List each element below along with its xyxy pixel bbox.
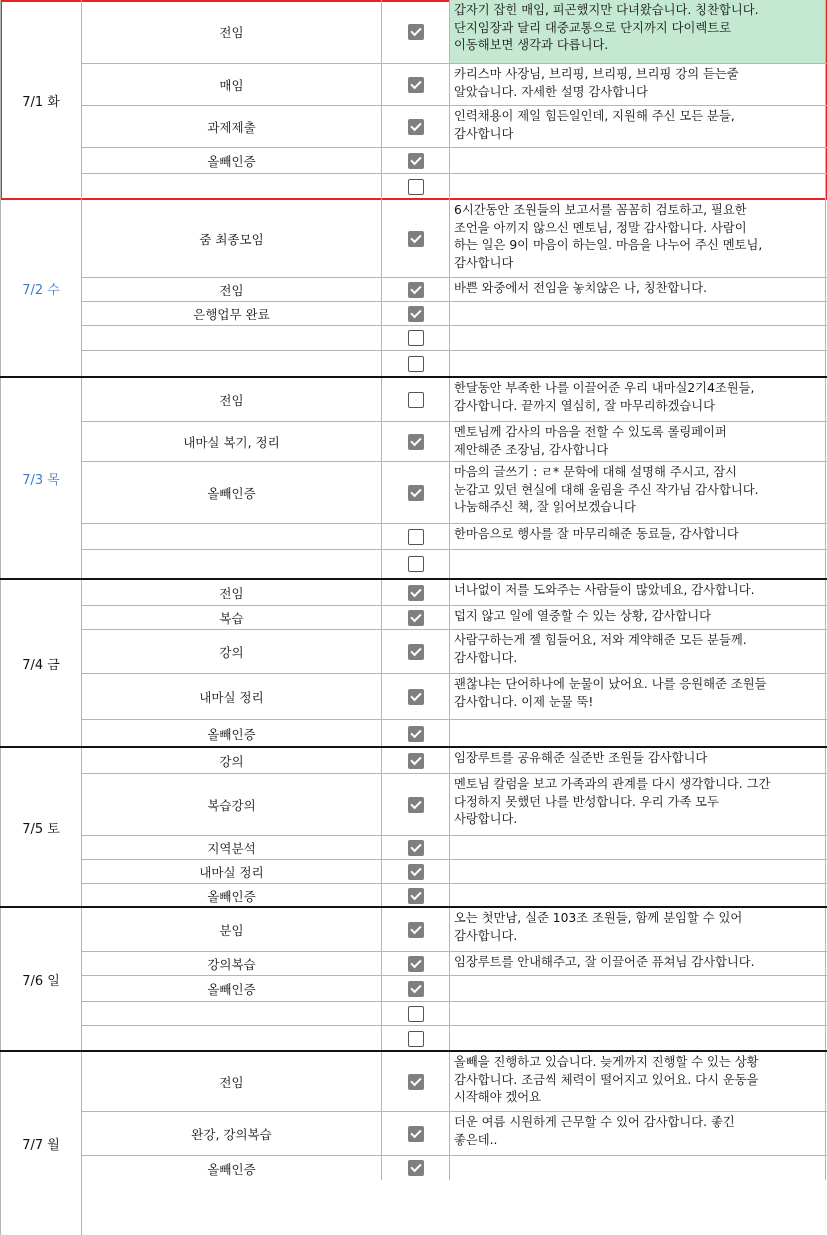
- gratitude-note[interactable]: 더운 여름 시원하게 근무할 수 있어 감사합니다. 좋긴 좋은데..: [450, 1112, 826, 1155]
- gratitude-note[interactable]: 마음의 글쓰기 : ㄹ* 문학에 대해 설명해 주시고, 잠시 눈감고 있던 현실에 대해 울림을 주신 작가님 감사합니다. 나눔해주신 책, 잘 읽어보겠습니다: [450, 462, 826, 523]
- checkbox-cell: [382, 674, 450, 719]
- checkbox-empty-icon[interactable]: [408, 179, 424, 195]
- checkbox-empty-icon[interactable]: [408, 1031, 424, 1047]
- gratitude-note[interactable]: 바쁜 와중에서 전임을 놓치않은 나, 칭찬합니다.: [450, 278, 826, 301]
- checkbox-checked-icon[interactable]: [408, 922, 424, 938]
- table-row: [82, 606, 827, 630]
- table-row: [82, 952, 827, 976]
- task-label: [82, 550, 382, 578]
- date-cell: 7/4 금: [0, 580, 82, 746]
- gratitude-note[interactable]: [450, 550, 826, 578]
- day-rows: [82, 908, 827, 1050]
- day-block-0703: [0, 376, 827, 578]
- table-row: [82, 1002, 827, 1026]
- task-label: 올빼인증: [82, 720, 382, 748]
- checkbox-cell: [382, 748, 450, 773]
- table-row: [82, 1156, 827, 1180]
- checkbox-empty-icon[interactable]: [408, 356, 424, 372]
- checkbox-cell: [382, 106, 450, 147]
- checkbox-cell: [382, 174, 450, 200]
- checkbox-cell: [382, 64, 450, 105]
- gratitude-note[interactable]: 6시간동안 조원들의 보고서를 꼼꼼히 검토하고, 필요한 조언을 아끼지 않으신 멘토님, 정말 감사합니다. 사람이 하는 일은 9이 마음이 하는일. 마음을 나누어 주신 멘토님, 감사합니다: [450, 200, 826, 277]
- gratitude-note[interactable]: [450, 326, 826, 350]
- gratitude-note[interactable]: 한달동안 부족한 나를 이끌어준 우리 내마실2기4조원들, 감사합니다. 끝까지 열심히, 잘 마무리하겠습니다: [450, 378, 826, 421]
- checkbox-checked-icon[interactable]: [408, 24, 424, 40]
- table-row: [82, 630, 827, 674]
- checkbox-empty-icon[interactable]: [408, 330, 424, 346]
- task-label: 은행업무 완료: [82, 302, 382, 325]
- gratitude-note[interactable]: 멘토님 칼럼을 보고 가족과의 관계를 다시 생각합니다. 그간 다정하지 못했던 나를 반성합니다. 우리 가족 모두 사랑합니다.: [450, 774, 826, 835]
- gratitude-note[interactable]: [450, 351, 826, 376]
- gratitude-note[interactable]: 멘토님께 감사의 마음을 전할 수 있도록 롤링페이퍼 제안해준 조장님, 감사합니다: [450, 422, 826, 461]
- task-label: 복습: [82, 606, 382, 629]
- gratitude-note[interactable]: [450, 174, 826, 200]
- day-rows: [82, 0, 827, 200]
- task-label: 전임: [82, 278, 382, 301]
- task-label: [82, 1002, 382, 1025]
- checkbox-checked-icon[interactable]: [408, 753, 424, 769]
- checkbox-checked-icon[interactable]: [408, 153, 424, 169]
- checkbox-cell: [382, 351, 450, 376]
- table-row: [82, 674, 827, 720]
- checkbox-cell: [382, 908, 450, 951]
- day-rows: [82, 1052, 827, 1177]
- checkbox-cell: [382, 200, 450, 277]
- gratitude-note[interactable]: [450, 976, 826, 1001]
- task-label: 매임: [82, 64, 382, 105]
- checkbox-checked-icon[interactable]: [408, 644, 424, 660]
- checkbox-checked-icon[interactable]: [408, 840, 424, 856]
- checkbox-checked-icon[interactable]: [408, 864, 424, 880]
- table-row: [82, 1112, 827, 1156]
- day-block-0705: [0, 746, 827, 906]
- checkbox-cell: [382, 1002, 450, 1025]
- checkbox-cell: [382, 836, 450, 859]
- gratitude-note[interactable]: [450, 1002, 826, 1025]
- checkbox-checked-icon[interactable]: [408, 1160, 424, 1176]
- day-rows: [82, 748, 827, 906]
- task-label: 내마실 복기, 정리: [82, 422, 382, 461]
- checkbox-checked-icon[interactable]: [408, 689, 424, 705]
- checkbox-empty-icon[interactable]: [408, 1006, 424, 1022]
- checkbox-cell: [382, 378, 450, 421]
- checkbox-cell: [382, 720, 450, 748]
- gratitude-note[interactable]: [450, 302, 826, 325]
- checkbox-checked-icon[interactable]: [408, 119, 424, 135]
- task-label: 복습강의: [82, 774, 382, 835]
- table-row: [82, 1052, 827, 1112]
- table-row: [82, 351, 827, 376]
- task-label: 내마실 정리: [82, 674, 382, 719]
- gratitude-note[interactable]: 올빼을 진행하고 있습니다. 늦게까지 진행할 수 있는 상황 감사합니다. 조금씩 체력이 떨어지고 있어요. 다시 운동을 시작해야 겠어요: [450, 1052, 826, 1111]
- checkbox-cell: [382, 580, 450, 605]
- checkbox-checked-icon[interactable]: [408, 726, 424, 742]
- checkbox-checked-icon[interactable]: [408, 231, 424, 247]
- gratitude-note[interactable]: [450, 1156, 826, 1180]
- task-label: 지역분석: [82, 836, 382, 859]
- table-row: [82, 148, 827, 174]
- table-row: [82, 524, 827, 550]
- gratitude-note[interactable]: 오는 첫만남, 실준 103조 조원들, 함께 분임할 수 있어 감사합니다.: [450, 908, 826, 951]
- date-cell: 7/1 화: [0, 0, 82, 200]
- task-label: 완강, 강의복습: [82, 1112, 382, 1155]
- task-label: 전임: [82, 1052, 382, 1111]
- gratitude-note[interactable]: 임장루트를 공유해준 실준반 조원들 감사합니다: [450, 748, 826, 773]
- checkbox-checked-icon[interactable]: [408, 306, 424, 322]
- table-row: [82, 378, 827, 422]
- checkbox-checked-icon[interactable]: [408, 77, 424, 93]
- gratitude-note[interactable]: [450, 860, 826, 883]
- checkbox-empty-icon[interactable]: [408, 392, 424, 408]
- gratitude-note[interactable]: 덥지 않고 일에 열중할 수 있는 상황, 감사합니다: [450, 606, 826, 629]
- date-cell: 7/6 일: [0, 908, 82, 1050]
- table-row: [82, 422, 827, 462]
- checkbox-checked-icon[interactable]: [408, 610, 424, 626]
- day-block-0707: [0, 1050, 827, 1177]
- table-row: [82, 174, 827, 200]
- date-cell: 7/3 목: [0, 378, 82, 578]
- checkbox-checked-icon[interactable]: [408, 888, 424, 904]
- checkbox-cell: [382, 148, 450, 173]
- table-row: [82, 326, 827, 351]
- gratitude-note[interactable]: 사람구하는게 젤 힘들어요, 저와 계약해준 모든 분들께. 감사합니다.: [450, 630, 826, 673]
- gratitude-note[interactable]: 갑자기 잡힌 매임, 피곤했지만 다녀왔습니다. 칭찬합니다. 단지임장과 달리 대중교통으로 단지까지 다이렉트로 이동해보면 생각과 다릅니다.: [450, 0, 826, 63]
- checkbox-cell: [382, 1112, 450, 1155]
- checkbox-checked-icon[interactable]: [408, 434, 424, 450]
- table-row: [82, 278, 827, 302]
- table-row: [82, 720, 827, 748]
- checkbox-cell: [382, 976, 450, 1001]
- task-label: 분임: [82, 908, 382, 951]
- task-label: 강의복습: [82, 952, 382, 975]
- date-cell: 7/2 수: [0, 200, 82, 376]
- checkbox-cell: [382, 630, 450, 673]
- task-label: [82, 326, 382, 350]
- checkbox-cell: [382, 1026, 450, 1052]
- day-block-0701: [0, 0, 827, 200]
- checkbox-cell: [382, 302, 450, 325]
- table-row: [82, 106, 827, 148]
- gratitude-note[interactable]: 너나없이 저를 도와주는 사람들이 많았네요, 감사합니다.: [450, 580, 826, 605]
- checkbox-cell: [382, 774, 450, 835]
- checkbox-cell: [382, 606, 450, 629]
- gratitude-note[interactable]: 인력채용이 제일 힘든일인데, 지원해 주신 모든 분들, 감사합니다: [450, 106, 826, 147]
- gratitude-note[interactable]: [450, 836, 826, 859]
- gratitude-note[interactable]: 한마음으로 행사를 잘 마무리해준 동료들, 감사합니다: [450, 524, 826, 549]
- checkbox-cell: [382, 278, 450, 301]
- task-label: 줌 최종모임: [82, 200, 382, 277]
- table-row: [82, 64, 827, 106]
- checkbox-cell: [382, 550, 450, 578]
- checkbox-cell: [382, 0, 450, 63]
- checkbox-cell: [382, 462, 450, 523]
- table-row: [82, 200, 827, 278]
- task-label: 강의: [82, 630, 382, 673]
- gratitude-note[interactable]: 괜찮냐는 단어하나에 눈물이 났어요. 나를 응원해준 조원들 감사합니다. 이제 눈물 뚝!: [450, 674, 826, 719]
- date-cell: 7/7 월: [0, 1052, 82, 1235]
- task-label: 올빼인증: [82, 884, 382, 908]
- task-label: 올빼인증: [82, 1156, 382, 1180]
- task-label: 전임: [82, 378, 382, 421]
- checkbox-checked-icon[interactable]: [408, 585, 424, 601]
- day-block-0702: [0, 200, 827, 376]
- checkbox-checked-icon[interactable]: [408, 485, 424, 501]
- table-row: [82, 836, 827, 860]
- table-row: [82, 580, 827, 606]
- table-row: [82, 550, 827, 578]
- gratitude-note[interactable]: [450, 884, 826, 908]
- checkbox-cell: [382, 422, 450, 461]
- day-rows: [82, 200, 827, 376]
- gratitude-note[interactable]: [450, 148, 826, 173]
- table-row: [82, 1026, 827, 1052]
- table-row: [82, 462, 827, 524]
- checkbox-checked-icon[interactable]: [408, 981, 424, 997]
- task-label: [82, 1026, 382, 1052]
- table-row: [82, 860, 827, 884]
- checkbox-cell: [382, 952, 450, 975]
- checkbox-cell: [382, 1156, 450, 1180]
- table-row: [82, 908, 827, 952]
- checkbox-checked-icon[interactable]: [408, 797, 424, 813]
- task-label: 올빼인증: [82, 976, 382, 1001]
- gratitude-note[interactable]: 카리스마 사장님, 브리핑, 브리핑, 브리핑 강의 듣는줄 알았습니다. 자세한 설명 감사합니다: [450, 64, 826, 105]
- gratitude-note[interactable]: 임장루트를 안내해주고, 잘 이끌어준 퓨쳐님 감사합니다.: [450, 952, 826, 975]
- gratitude-note[interactable]: [450, 720, 826, 748]
- checkbox-checked-icon[interactable]: [408, 282, 424, 298]
- task-label: 올빼인증: [82, 462, 382, 523]
- task-label: 전임: [82, 0, 382, 63]
- task-label: [82, 524, 382, 549]
- table-row: [82, 748, 827, 774]
- checkbox-checked-icon[interactable]: [408, 956, 424, 972]
- date-cell: 7/5 토: [0, 748, 82, 906]
- day-block-0704: [0, 578, 827, 746]
- day-rows: [82, 378, 827, 578]
- checkbox-checked-icon[interactable]: [408, 1126, 424, 1142]
- task-label: 올빼인증: [82, 148, 382, 173]
- table-row: [82, 302, 827, 326]
- day-block-0706: [0, 906, 827, 1050]
- gratitude-note[interactable]: [450, 1026, 826, 1052]
- day-rows: [82, 580, 827, 746]
- checkbox-empty-icon[interactable]: [408, 556, 424, 572]
- checkbox-empty-icon[interactable]: [408, 529, 424, 545]
- task-label: 과제제출: [82, 106, 382, 147]
- checkbox-cell: [382, 524, 450, 549]
- checkbox-cell: [382, 860, 450, 883]
- checkbox-cell: [382, 884, 450, 908]
- task-label: 강의: [82, 748, 382, 773]
- task-label: [82, 351, 382, 376]
- table-row: [82, 884, 827, 908]
- checkbox-cell: [382, 326, 450, 350]
- task-label: [82, 174, 382, 200]
- table-row: [82, 0, 827, 64]
- table-row: [82, 976, 827, 1002]
- task-label: 내마실 정리: [82, 860, 382, 883]
- checkbox-cell: [382, 1052, 450, 1111]
- task-label: 전임: [82, 580, 382, 605]
- table-row: [82, 774, 827, 836]
- checkbox-checked-icon[interactable]: [408, 1074, 424, 1090]
